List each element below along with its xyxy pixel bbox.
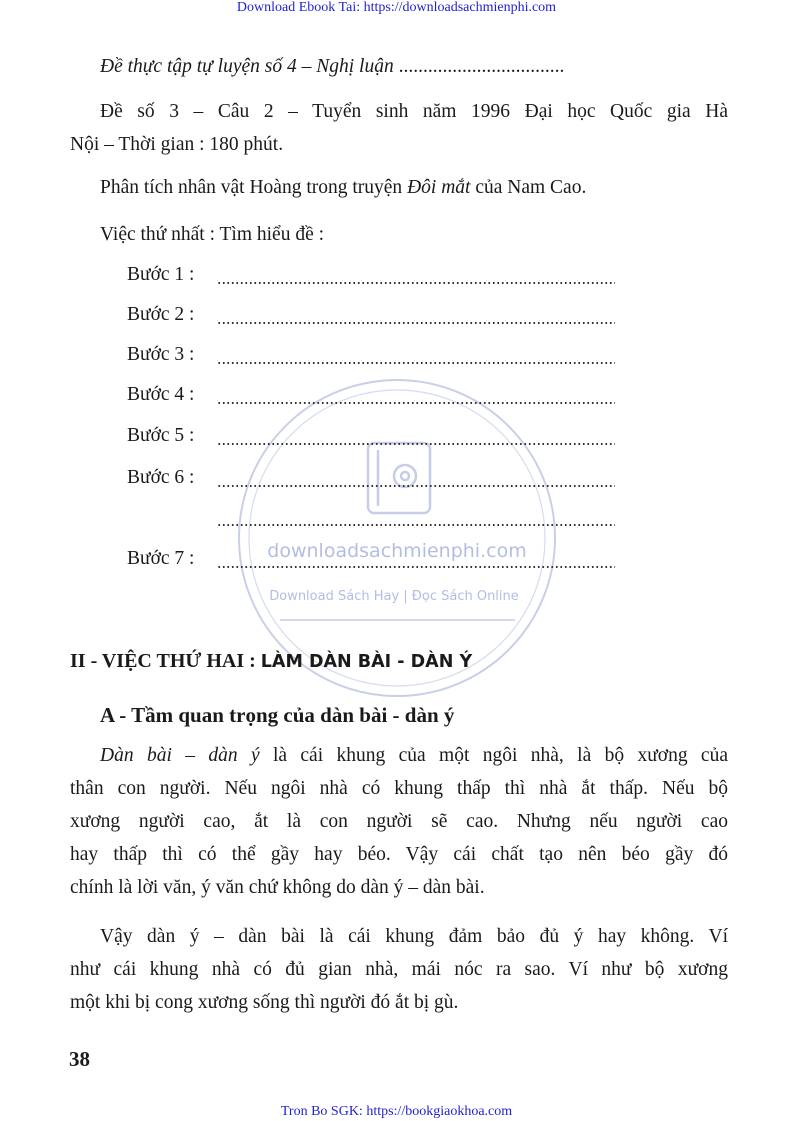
step-1-answer-line xyxy=(217,281,615,285)
step-2-label: Bước 2 : xyxy=(127,304,195,325)
first-task-heading: Việc thứ nhất : Tìm hiểu đề : xyxy=(100,224,325,245)
exercise-title: Đề thực tập tự luyện số 4 – Nghị luận .................................. xyxy=(100,56,565,77)
step-7-label: Bước 7 : xyxy=(127,548,195,569)
para1-line-1: Dàn bài – dàn ý là cái khung của một ngôi nhà, là bộ xương của xyxy=(100,745,728,766)
para2-line-2: như cái khung nhà có đủ gian nhà, mái nóc ra sao. Ví như bộ xương xyxy=(70,959,728,980)
step-4-answer-line xyxy=(217,401,615,405)
para1-line-3: xương người cao, ắt là con người sẽ cao. Nhưng nếu người cao xyxy=(70,811,728,832)
exam-line-2: Nội – Thời gian : 180 phút. xyxy=(70,134,284,155)
step-5-answer-line xyxy=(217,442,615,446)
step-2-answer-line xyxy=(217,321,615,325)
step-6-answer-line xyxy=(217,484,615,488)
step-7-answer-line xyxy=(217,565,615,569)
step-6-label: Bước 6 : xyxy=(127,467,195,488)
step-4-label: Bước 4 : xyxy=(127,384,195,405)
step-3-label: Bước 3 : xyxy=(127,344,195,365)
subsection-heading: A - Tầm quan trọng của dàn bài - dàn ý xyxy=(100,703,455,727)
step-3-answer-line xyxy=(217,361,615,365)
section-heading: II - VIỆC THỨ HAI : LÀM DÀN BÀI - DÀN Ý xyxy=(70,650,473,672)
exam-line-1: Đề số 3 – Câu 2 – Tuyển sinh năm 1996 Đại học Quốc gia Hà xyxy=(100,101,728,122)
step-5-label: Bước 5 : xyxy=(127,425,195,446)
watermark-site: downloadsachmienphi.com xyxy=(267,540,527,562)
para2-line-3: một khi bị cong xương sống thì người đó ắt bị gù. xyxy=(70,992,459,1013)
para1-line-2: thân con người. Nếu ngôi nhà có khung thấp thì nhà ắt thấp. Nếu bộ xyxy=(70,778,728,799)
para2-line-1: Vậy dàn ý – dàn bài là cái khung đảm bảo đủ ý hay không. Ví xyxy=(100,926,728,947)
task-statement: Phân tích nhân vật Hoàng trong truyện Đôi mắt của Nam Cao. xyxy=(100,177,587,198)
footer-link[interactable]: Tron Bo SGK: https://bookgiaokhoa.com xyxy=(280,1104,513,1119)
page-number: 38 xyxy=(69,1047,90,1071)
watermark-tagline: Download Sách Hay | Đọc Sách Online xyxy=(269,589,519,604)
step-6-answer-line-2 xyxy=(217,523,615,527)
para1-line-5: chính là lời văn, ý văn chứ không do dàn ý – dàn bài. xyxy=(70,877,485,898)
step-1-label: Bước 1 : xyxy=(127,264,195,285)
book-icon xyxy=(368,443,430,513)
header-link[interactable]: Download Ebook Tai: https://downloadsachmienphi.com xyxy=(236,0,557,15)
para1-line-4: hay thấp thì có thể gầy hay béo. Vậy cái chất tạo nên béo gầy đó xyxy=(70,844,728,865)
